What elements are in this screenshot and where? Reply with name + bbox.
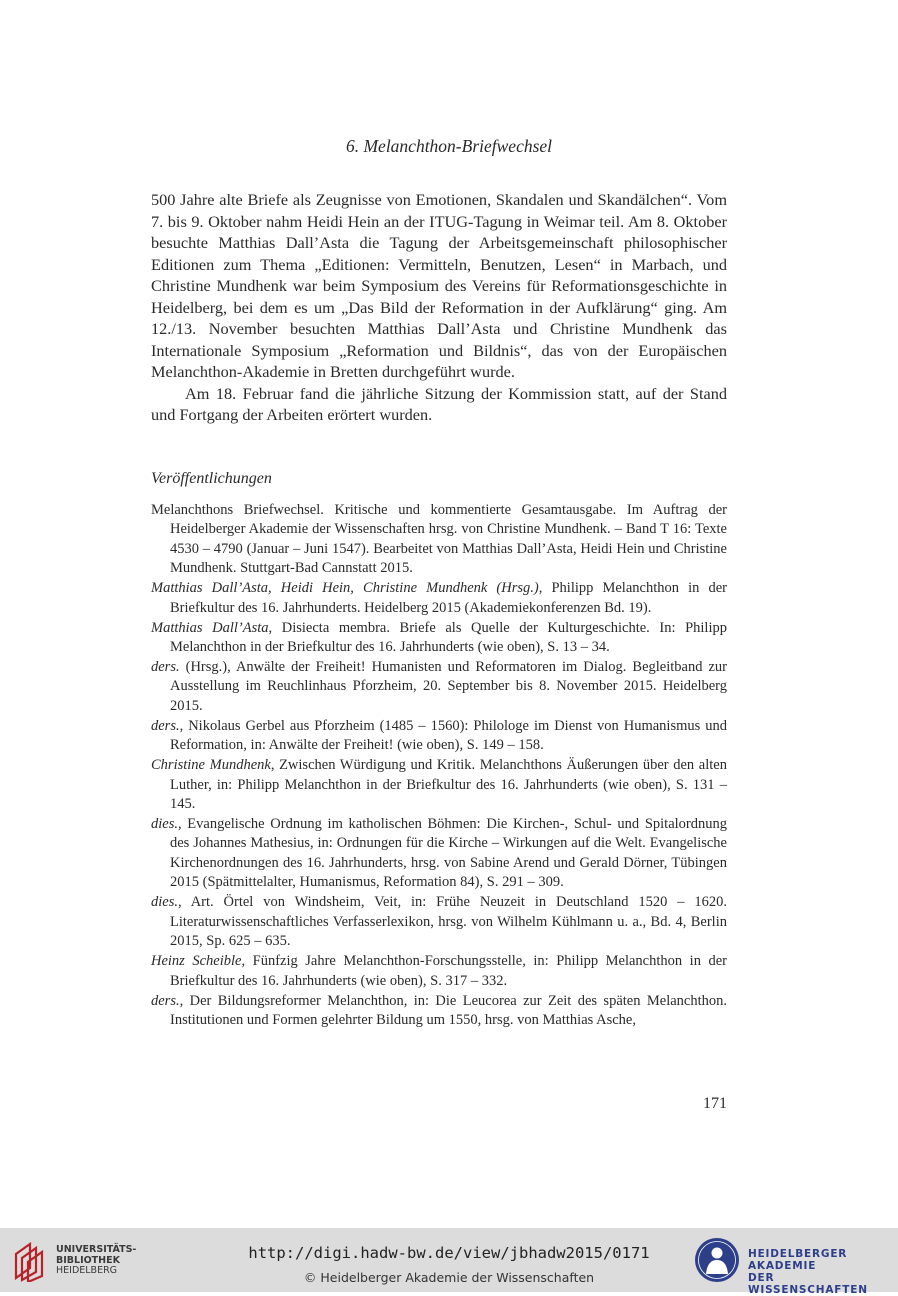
reference-text: , Fünfzig Jahre Melanchthon-Forschungsstelle, in: Philipp Melanchthon in der Briefkultur des 16. Jahrhunderts (wie oben), S. 317 – 332. (170, 953, 727, 989)
permalink-url[interactable]: http://digi.hadw-bw.de/view/jbhadw2015/0171 (248, 1244, 650, 1262)
reference-author: dies. (151, 894, 178, 911)
reference-item (151, 992, 727, 1031)
section-title: Veröffentlichungen (151, 470, 272, 487)
academy-seal-icon[interactable] (693, 1236, 741, 1284)
reference-item (151, 501, 727, 579)
reference-item (151, 717, 727, 756)
reference-author: Heinz Scheible (151, 953, 242, 970)
viewer-footer (0, 1228, 898, 1296)
academy-line-1: HEIDELBERGER AKADEMIE (748, 1248, 848, 1272)
reference-text: , Der Bildungsreformer Melanchthon, in: Die Leucorea zur Zeit des späten Melanchthon. Institutionen und Formen gelehrter Bildung um 1550, hrsg. von Matthias Asche, (170, 992, 727, 1028)
reference-author: ders. (151, 992, 180, 1009)
reference-author: ders. (151, 659, 180, 676)
paragraph-2: Am 18. Februar fand die jährliche Sitzung der Kommission statt, auf der Stand und Fortgang der Arbeiten erörtert wurden. (151, 383, 727, 424)
reference-item (151, 756, 727, 814)
reference-author: dies. (151, 816, 178, 833)
reference-author: Matthias Dall’Asta (151, 619, 269, 636)
reference-author: Matthias Dall’Asta, Heidi Hein, Christine Mundhenk (Hrsg.) (151, 580, 539, 597)
academy-name (748, 1248, 898, 1296)
reference-author: Christine Mundhenk (151, 757, 271, 774)
reference-text: , Nikolaus Gerbel aus Pforzheim (1485 – 1560): Philologe im Dienst von Humanismus und Reformation, in: Anwälte der Freiheit! (wie oben), S. 149 – 158. (170, 717, 727, 754)
reference-text: , Zwischen Würdigung und Kritik. Melanchthons Äußerungen über den alten Luther, in: Philipp Melanchthon in der Briefkultur des 16. Jahrhunderts (wie oben), S. 131 – 145. (170, 757, 727, 813)
reference-item (151, 658, 727, 716)
reference-text: (Hrsg.), Anwälte der Freiheit! Humanisten und Reformatoren im Dialog. Begleitband zur Ausstellung im Reuchlinhaus Pforzheim, 20. September bis 8. November 2015. Heidelberg 2015. (170, 659, 727, 714)
reference-item (151, 893, 727, 951)
reference-item (151, 619, 727, 658)
running-head: 6. Melanchthon-Briefwechsel (345, 136, 553, 156)
page-number: 171 (703, 1095, 727, 1112)
reference-text: , Evangelische Ordnung im katholischen Böhmen: Die Kirchen-, Schul- und Spitalordnung des Johannes Mathesius, in: Ordnungen für die Kirche – Wirkungen auf die Welt. Evangelische Kirchenordnungen des 16. Jahrhunderts, hrsg. von Sabine Arend und Gerald Dörner, Tübingen 2015 (Spätmittelalter, Humanismus, Reformation 84), S. 291 – 309. (170, 816, 727, 891)
library-line-1: UNIVERSITÄTS- (56, 1244, 137, 1255)
reference-text: , Disiecta membra. Briefe als Quelle der Kulturgeschichte. In: Philipp Melanchthon in der Briefkultur des 16. Jahrhunderts (wie oben), S. 13 – 34. (170, 619, 727, 656)
reference-item (151, 815, 727, 893)
reference-text: , Art. Örtel von Windsheim, Veit, in: Frühe Neuzeit in Deutschland 1520 – 1620. Literaturwissenschaftliches Verfasserlexikon, hrsg. von Wilhelm Kühlmann u. a., Bd. 4, Berlin 2015, Sp. 625 – 635. (170, 894, 727, 950)
copyright-notice: © Heidelberger Akademie der Wissenschaften (303, 1270, 595, 1285)
body-text (151, 189, 727, 426)
reference-author: ders. (151, 717, 180, 734)
reference-list (151, 501, 727, 1031)
paragraph-1: 500 Jahre alte Briefe als Zeugnisse von Emotionen, Skandalen und Skandälchen“. Vom 7. bis 9. Oktober nahm Heidi Hein an der ITUG-Tagung in Weimar teil. Am 8. Oktober besuchte Matthias Dall’Asta die Tagung der Arbeitsgemeinschaft philosophischer Editionen zum Thema „Editionen: Vermitteln, Benutzen, Lesen“ in Marbach, und Christine Mundhenk war beim Symposium des Vereins für Reformationsgeschichte in Heidelberg, bei dem es um „Das Bild der Reformation in der Aufklärung“ ging. Am 12./13. November besuchten Matthias Dall’Asta und Christine Mundhenk das Internationale Symposium „Reformation und Bildnis“, das von der Europäischen Melanchthon-Akademie in Bretten durchgeführt wurde. (151, 190, 727, 381)
reference-item (151, 579, 727, 618)
academy-line-2: DER WISSENSCHAFTEN (748, 1272, 868, 1296)
reference-text: , Philipp Melanchthon in der Briefkultur des 16. Jahrhunderts. Heidelberg 2015 (Akademiekonferenzen Bd. 19). (170, 580, 728, 616)
reference-item (151, 952, 727, 991)
library-line-2: BIBLIOTHEK (56, 1254, 120, 1266)
reference-text: Melanchthons Briefwechsel. Kritische und kommentierte Gesamtausgabe. Im Auftrag der Heidelberger Akademie der Wissenschaften hrsg. von Christine Mundhenk. – Band T 16: Texte 4530 – 4790 (Januar – Juni 1547). Bearbeitet von Matthias Dall’Asta, Heidi Hein und Christine Mundhenk. Stuttgart-Bad Cannstatt 2015. (151, 502, 727, 577)
library-line-3: HEIDELBERG (56, 1265, 118, 1276)
